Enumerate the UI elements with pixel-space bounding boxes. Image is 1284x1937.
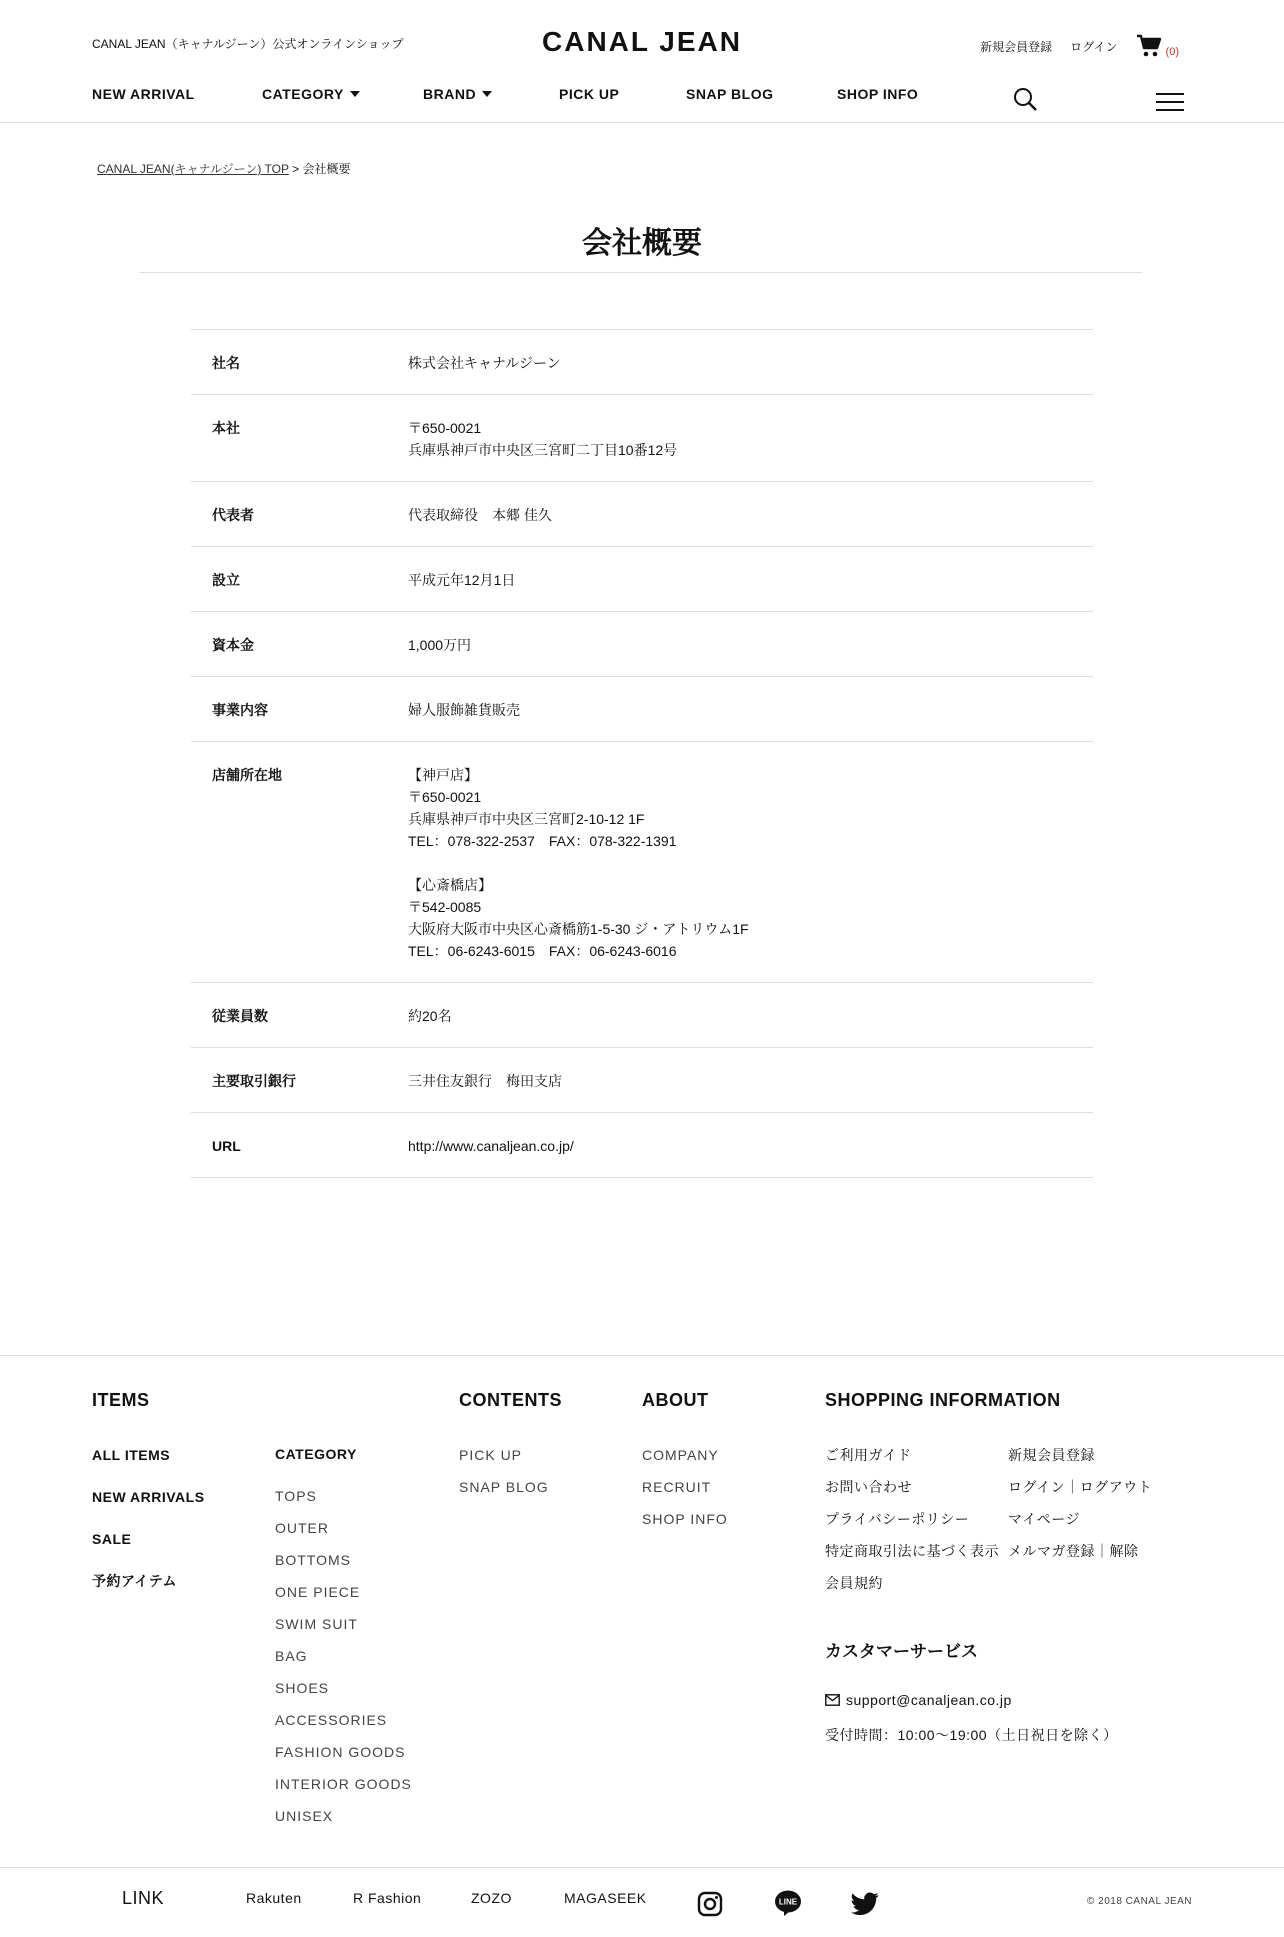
breadcrumb-home-link[interactable]: CANAL JEAN(キャナルジーン) TOP bbox=[97, 162, 289, 176]
footer-items-heading: ITEMS bbox=[92, 1390, 150, 1410]
company-info-line: 大阪府大阪市中央区心斎橋筋1-5-30 ジ・アトリウム1F bbox=[408, 921, 749, 937]
footer-link-commerce-law[interactable]: 特定商取引法に基づく表示 bbox=[825, 1543, 999, 1559]
link-label: LINK bbox=[122, 1888, 165, 1908]
footer-category-list bbox=[275, 1480, 412, 1832]
footer-link-reservation[interactable]: 予約アイテム bbox=[92, 1573, 178, 1589]
page-title: 会社概要 bbox=[582, 227, 702, 260]
cart-count: (0) bbox=[1165, 46, 1179, 58]
site-tagline: CANAL JEAN（キャナルジーン）公式オンラインショップ bbox=[92, 37, 404, 51]
company-info-line: 1,000万円 bbox=[408, 637, 472, 653]
link-r-fashion[interactable]: R Fashion bbox=[353, 1890, 422, 1906]
company-info-line: 代表取締役 本郷 佳久 bbox=[408, 507, 552, 523]
company-info-label: 店舗所在地 bbox=[212, 767, 282, 783]
chevron-down-icon bbox=[482, 91, 492, 97]
company-info-line: 株式会社キャナルジーン bbox=[408, 355, 561, 371]
company-info-value bbox=[408, 547, 1093, 612]
chevron-down-icon bbox=[350, 91, 360, 97]
company-info-label: 資本金 bbox=[212, 637, 254, 653]
footer-category-heading: CATEGORY bbox=[275, 1446, 357, 1462]
company-info-line: 〒650-0021 bbox=[408, 789, 482, 805]
company-info-value bbox=[408, 742, 1093, 983]
company-info-line: 〒542-0085 bbox=[408, 899, 482, 915]
copyright: © 2018 CANAL JEAN bbox=[1087, 1896, 1192, 1907]
breadcrumb bbox=[97, 160, 351, 177]
company-info-label: 社名 bbox=[212, 355, 240, 371]
cart-button[interactable] bbox=[1136, 34, 1179, 58]
footer-link-pick-up[interactable]: PICK UP bbox=[459, 1447, 523, 1463]
hamburger-menu-icon[interactable] bbox=[1156, 92, 1184, 112]
company-info-line: 【心斎橋店】 bbox=[408, 877, 492, 893]
support-email-link[interactable]: support@canaljean.co.jp bbox=[846, 1692, 1012, 1708]
company-info-line: TEL：06-6243-6015 FAX：06-6243-6016 bbox=[408, 943, 677, 959]
nav-snap-blog[interactable]: SNAP BLOG bbox=[686, 86, 774, 102]
footer-account-list bbox=[1008, 1439, 1152, 1567]
cart-icon bbox=[1136, 34, 1162, 58]
company-info-row bbox=[191, 742, 1093, 983]
footer-link-newsletter[interactable]: メルマガ登録｜解除 bbox=[1008, 1543, 1139, 1559]
footer-link-register[interactable]: 新規会員登録 bbox=[1008, 1447, 1095, 1463]
footer-category-link[interactable]: FASHION GOODS bbox=[275, 1744, 406, 1760]
footer-category-link[interactable]: SHOES bbox=[275, 1680, 330, 1696]
footer-link-guide[interactable]: ご利用ガイド bbox=[825, 1447, 912, 1463]
company-info-line: 兵庫県神戸市中央区三宮町二丁目10番12号 bbox=[408, 442, 678, 458]
breadcrumb-separator: > bbox=[292, 162, 300, 176]
footer-category-link[interactable]: TOPS bbox=[275, 1488, 317, 1504]
company-info-label: 代表者 bbox=[212, 507, 254, 523]
company-info-row bbox=[191, 983, 1093, 1048]
footer-about-heading: ABOUT bbox=[642, 1390, 709, 1410]
header-account-links bbox=[980, 34, 1179, 58]
mail-icon bbox=[825, 1694, 840, 1706]
company-info-value bbox=[408, 677, 1093, 742]
footer-link-shop-info[interactable]: SHOP INFO bbox=[642, 1511, 728, 1527]
company-info-line: 兵庫県神戸市中央区三宮町2-10-12 1F bbox=[408, 811, 645, 827]
footer-items-list bbox=[92, 1439, 205, 1607]
link-magaseek[interactable]: MAGASEEK bbox=[564, 1890, 647, 1906]
link-zozo[interactable]: ZOZO bbox=[471, 1890, 512, 1906]
company-info-value bbox=[408, 482, 1093, 547]
footer-category-link[interactable]: UNISEX bbox=[275, 1808, 334, 1824]
nav-pick-up[interactable]: PICK UP bbox=[559, 86, 620, 102]
company-info-row bbox=[191, 1113, 1093, 1178]
company-info-line: 婦人服飾雑貨販売 bbox=[408, 702, 520, 718]
nav-new-arrival[interactable]: NEW ARRIVAL bbox=[92, 86, 195, 102]
footer-link-contact[interactable]: お問い合わせ bbox=[825, 1479, 912, 1495]
header-divider bbox=[0, 122, 1284, 123]
title-divider bbox=[140, 272, 1142, 273]
main-nav bbox=[92, 86, 937, 102]
footer-category-link[interactable]: ACCESSORIES bbox=[275, 1712, 388, 1728]
footer-category-link[interactable]: ONE PIECE bbox=[275, 1584, 361, 1600]
footer-shopping-list bbox=[825, 1439, 999, 1599]
company-info-line: 〒650-0021 bbox=[408, 420, 482, 436]
line-icon[interactable] bbox=[774, 1889, 802, 1917]
links-divider bbox=[0, 1867, 1284, 1868]
company-info-label: 主要取引銀行 bbox=[212, 1073, 296, 1089]
instagram-icon[interactable] bbox=[697, 1891, 723, 1917]
company-info-row bbox=[191, 612, 1093, 677]
footer-link-mypage[interactable]: マイページ bbox=[1008, 1511, 1080, 1527]
svg-text:LINE: LINE bbox=[778, 1897, 798, 1907]
footer-shopping-heading: SHOPPING INFORMATION bbox=[825, 1390, 1061, 1410]
company-info-label: 設立 bbox=[212, 572, 240, 588]
footer-category-link[interactable]: INTERIOR GOODS bbox=[275, 1776, 412, 1792]
customer-email bbox=[825, 1692, 1012, 1708]
company-info-line: http://www.canaljean.co.jp/ bbox=[408, 1138, 574, 1154]
footer-link-all-items[interactable]: ALL ITEMS bbox=[92, 1447, 171, 1463]
footer-category-link[interactable]: OUTER bbox=[275, 1520, 329, 1536]
register-link[interactable]: 新規会員登録 bbox=[980, 39, 1053, 54]
footer-link-login-logout[interactable]: ログイン｜ログアウト bbox=[1008, 1479, 1153, 1495]
company-info-row bbox=[191, 547, 1093, 612]
company-info-label: URL bbox=[212, 1138, 241, 1154]
footer-contents-list bbox=[459, 1439, 549, 1503]
footer-category-link[interactable]: SWIM SUIT bbox=[275, 1616, 358, 1632]
footer-divider bbox=[0, 1355, 1284, 1356]
company-info-line: TEL：078-322-2537 FAX：078-322-1391 bbox=[408, 833, 677, 849]
link-rakuten[interactable]: Rakuten bbox=[246, 1890, 302, 1906]
company-info-label: 事業内容 bbox=[212, 702, 268, 718]
search-icon[interactable] bbox=[1012, 86, 1038, 112]
nav-shop-info[interactable]: SHOP INFO bbox=[837, 86, 919, 102]
company-info-value bbox=[408, 1048, 1093, 1113]
footer-link-privacy[interactable]: プライバシーポリシー bbox=[825, 1511, 970, 1527]
footer-category-link[interactable]: BAG bbox=[275, 1648, 308, 1664]
company-info-line bbox=[408, 852, 1093, 874]
site-logo[interactable]: CANAL JEAN bbox=[542, 26, 742, 57]
company-info-row bbox=[191, 482, 1093, 547]
footer-link-company[interactable]: COMPANY bbox=[642, 1447, 719, 1463]
company-info-value bbox=[408, 983, 1093, 1048]
company-info-row bbox=[191, 1048, 1093, 1113]
footer-contents-heading: CONTENTS bbox=[459, 1390, 562, 1410]
company-info-label: 従業員数 bbox=[212, 1008, 268, 1024]
company-info-line: 平成元年12月1日 bbox=[408, 572, 516, 588]
company-info-value bbox=[408, 1113, 1093, 1178]
nav-category[interactable]: CATEGORY bbox=[262, 86, 423, 102]
footer-link-sale[interactable]: SALE bbox=[92, 1531, 132, 1547]
company-info-value bbox=[408, 395, 1093, 482]
customer-service-heading: カスタマーサービス bbox=[825, 1642, 978, 1661]
footer-category-link[interactable]: BOTTOMS bbox=[275, 1552, 351, 1568]
footer-link-snap-blog[interactable]: SNAP BLOG bbox=[459, 1479, 549, 1495]
company-info-table bbox=[191, 329, 1093, 1178]
company-info-line: 【神戸店】 bbox=[408, 767, 478, 783]
company-info-line: 三井住友銀行 梅田支店 bbox=[408, 1073, 562, 1089]
twitter-icon[interactable] bbox=[851, 1892, 879, 1916]
breadcrumb-current: 会社概要 bbox=[302, 162, 351, 176]
company-info-value bbox=[408, 612, 1093, 677]
footer-link-new-arrivals[interactable]: NEW ARRIVALS bbox=[92, 1489, 205, 1505]
company-info-row bbox=[191, 395, 1093, 482]
company-info-value bbox=[408, 330, 1093, 395]
company-info-row bbox=[191, 677, 1093, 742]
footer-link-terms[interactable]: 会員規約 bbox=[825, 1575, 883, 1591]
login-link[interactable]: ログイン bbox=[1070, 39, 1118, 54]
footer-link-recruit[interactable]: RECRUIT bbox=[642, 1479, 712, 1495]
footer-about-list bbox=[642, 1439, 728, 1535]
company-info-row bbox=[191, 330, 1093, 395]
company-info-label: 本社 bbox=[212, 420, 240, 436]
nav-brand[interactable]: BRAND bbox=[423, 86, 559, 102]
customer-hours: 受付時間：10:00～19:00（土日祝日を除く） bbox=[825, 1727, 1118, 1743]
company-info-line: 約20名 bbox=[408, 1008, 452, 1024]
